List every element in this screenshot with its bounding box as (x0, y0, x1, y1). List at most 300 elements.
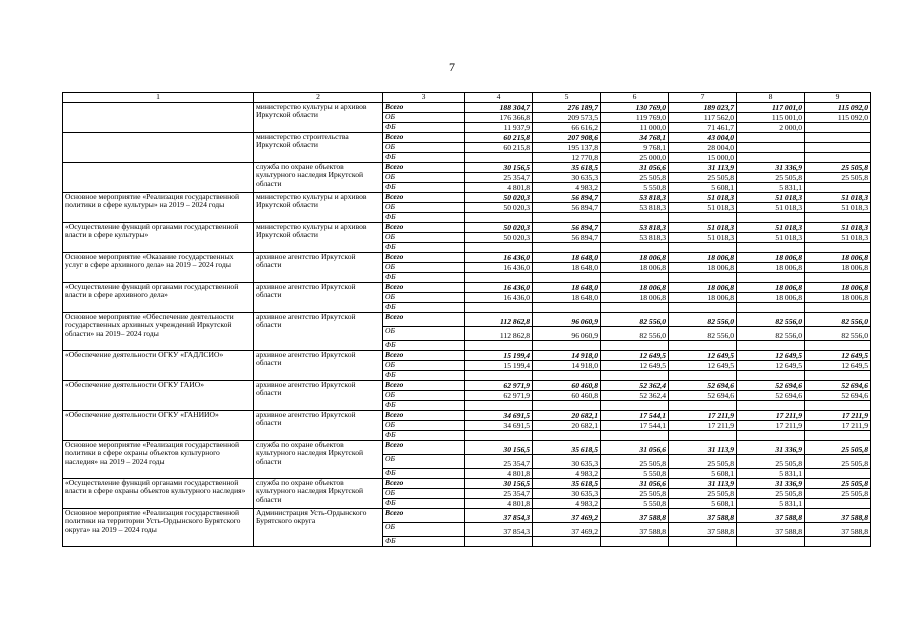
amount-cell: 18 006,8 (669, 253, 737, 263)
amount-cell (805, 371, 871, 381)
table-row (63, 133, 871, 143)
amount-cell: 25 505,8 (805, 163, 871, 173)
funding-source: ФБ (383, 243, 465, 253)
amount-cell: 5 831,1 (737, 183, 805, 193)
amount-cell (533, 273, 601, 283)
amount-cell: 25 354,7 (465, 455, 533, 469)
column-number: 1 (63, 93, 254, 103)
activity-name: «Осуществление функций органами государственной власти в сфере культуры» (63, 223, 254, 253)
funding-source: ОБ (383, 143, 465, 153)
funding-source: ОБ (383, 455, 465, 469)
amount-cell: 18 006,8 (601, 293, 669, 303)
amount-cell: 82 556,0 (669, 313, 737, 327)
executor-name: министерство культуры и архивов Иркутской области (254, 103, 383, 133)
activity-name: «Осуществление функций органами государственной власти в сфере архивного дела» (63, 283, 254, 313)
amount-cell (533, 537, 601, 547)
amount-cell: 51 018,3 (737, 223, 805, 233)
funding-source: ФБ (383, 431, 465, 441)
funding-source: ОБ (383, 113, 465, 123)
amount-cell (737, 243, 805, 253)
funding-source: ФБ (383, 401, 465, 411)
funding-source: ФБ (383, 183, 465, 193)
amount-cell: 2 000,0 (737, 123, 805, 133)
amount-cell (805, 153, 871, 163)
table-row (63, 193, 871, 203)
amount-cell: 16 436,0 (465, 293, 533, 303)
amount-cell: 51 018,3 (737, 233, 805, 243)
amount-cell: 12 649,5 (805, 351, 871, 361)
funding-source: ОБ (383, 391, 465, 401)
amount-cell: 37 588,8 (737, 523, 805, 537)
funding-source: ОБ (383, 173, 465, 183)
amount-cell: 12 649,5 (601, 351, 669, 361)
amount-cell: 117 562,0 (669, 113, 737, 123)
amount-cell: 56 894,7 (533, 223, 601, 233)
amount-cell: 115 092,0 (805, 113, 871, 123)
table-row (63, 509, 871, 523)
amount-cell (669, 401, 737, 411)
amount-cell: 53 818,3 (601, 233, 669, 243)
amount-cell: 25 505,8 (805, 455, 871, 469)
amount-cell: 82 556,0 (737, 313, 805, 327)
funding-source: Всего (383, 479, 465, 489)
amount-cell: 17 211,9 (737, 421, 805, 431)
funding-source: ОБ (383, 263, 465, 273)
amount-cell: 18 006,8 (669, 263, 737, 273)
amount-cell: 60 460,8 (533, 381, 601, 391)
executor-name: архивное агентство Иркутской области (254, 351, 383, 381)
amount-cell: 25 505,8 (669, 489, 737, 499)
amount-cell: 25 505,8 (805, 441, 871, 455)
amount-cell (805, 303, 871, 313)
amount-cell: 37 588,8 (669, 523, 737, 537)
table-row (63, 163, 871, 173)
amount-cell: 5 550,8 (601, 469, 669, 479)
amount-cell: 18 006,8 (737, 253, 805, 263)
funding-source: ФБ (383, 371, 465, 381)
amount-cell: 18 648,0 (533, 263, 601, 273)
amount-cell: 96 060,9 (533, 313, 601, 327)
amount-cell: 20 682,1 (533, 411, 601, 421)
funding-source: ОБ (383, 233, 465, 243)
column-number: 8 (737, 93, 805, 103)
funding-source: ОБ (383, 203, 465, 213)
amount-cell: 276 189,7 (533, 103, 601, 113)
amount-cell: 51 018,3 (669, 203, 737, 213)
amount-cell: 20 682,1 (533, 421, 601, 431)
amount-cell: 31 113,9 (669, 163, 737, 173)
amount-cell (669, 537, 737, 547)
amount-cell: 4 983,2 (533, 499, 601, 509)
amount-cell: 51 018,3 (805, 193, 871, 203)
column-number: 2 (254, 93, 383, 103)
amount-cell: 37 588,8 (805, 509, 871, 523)
funding-source: ФБ (383, 499, 465, 509)
amount-cell: 60 215,8 (465, 133, 533, 143)
amount-cell: 18 006,8 (805, 293, 871, 303)
amount-cell: 82 556,0 (737, 327, 805, 341)
activity-name: «Обеспечение деятельности ОГКУ «ГАДЛСИО» (63, 351, 254, 381)
amount-cell: 17 544,1 (601, 411, 669, 421)
amount-cell: 43 004,0 (669, 133, 737, 143)
amount-cell (465, 537, 533, 547)
amount-cell: 30 156,5 (465, 163, 533, 173)
activity-name (63, 103, 254, 133)
amount-cell (737, 401, 805, 411)
amount-cell: 18 006,8 (805, 283, 871, 293)
amount-cell: 17 211,9 (805, 421, 871, 431)
funding-source: Всего (383, 103, 465, 113)
amount-cell: 30 635,3 (533, 455, 601, 469)
table-row (63, 283, 871, 293)
funding-source: ОБ (383, 523, 465, 537)
amount-cell: 15 199,4 (465, 351, 533, 361)
amount-cell: 207 908,6 (533, 133, 601, 143)
funding-source: Всего (383, 133, 465, 143)
funding-source: ФБ (383, 469, 465, 479)
table-row (63, 253, 871, 263)
amount-cell: 53 818,3 (601, 223, 669, 233)
amount-cell: 12 770,8 (533, 153, 601, 163)
amount-cell: 17 211,9 (805, 411, 871, 421)
amount-cell: 60 460,8 (533, 391, 601, 401)
amount-cell: 52 694,6 (669, 381, 737, 391)
amount-cell: 37 588,8 (737, 509, 805, 523)
amount-cell: 5 608,1 (669, 469, 737, 479)
amount-cell (465, 153, 533, 163)
funding-source: ФБ (383, 341, 465, 351)
amount-cell: 18 006,8 (737, 263, 805, 273)
amount-cell: 18 006,8 (805, 253, 871, 263)
amount-cell: 50 020,3 (465, 203, 533, 213)
amount-cell: 35 618,5 (533, 479, 601, 489)
amount-cell (737, 303, 805, 313)
column-number: 9 (805, 93, 871, 103)
funding-source: Всего (383, 351, 465, 361)
amount-cell: 12 649,5 (805, 361, 871, 371)
amount-cell: 31 056,6 (601, 441, 669, 455)
amount-cell (805, 341, 871, 351)
amount-cell (805, 469, 871, 479)
amount-cell (465, 273, 533, 283)
amount-cell (737, 213, 805, 223)
amount-cell (533, 371, 601, 381)
amount-cell: 37 854,3 (465, 523, 533, 537)
funding-source: ОБ (383, 361, 465, 371)
amount-cell: 82 556,0 (669, 327, 737, 341)
amount-cell: 51 018,3 (669, 233, 737, 243)
amount-cell: 17 211,9 (669, 421, 737, 431)
activity-name (63, 133, 254, 163)
funding-source: Всего (383, 223, 465, 233)
amount-cell: 37 469,2 (533, 509, 601, 523)
executor-name: архивное агентство Иркутской области (254, 253, 383, 283)
column-number-row (63, 93, 871, 103)
amount-cell: 15 000,0 (669, 153, 737, 163)
activity-name: Основное мероприятие «Реализация государственной политики в сфере культуры» на 2019 – 2024 годы (63, 193, 254, 223)
amount-cell: 37 854,3 (465, 509, 533, 523)
amount-cell: 96 060,9 (533, 327, 601, 341)
amount-cell: 18 006,8 (601, 283, 669, 293)
amount-cell: 12 649,5 (669, 361, 737, 371)
amount-cell: 30 156,5 (465, 441, 533, 455)
table-row (63, 223, 871, 233)
amount-cell: 50 020,3 (465, 193, 533, 203)
amount-cell: 52 362,4 (601, 381, 669, 391)
amount-cell: 82 556,0 (805, 313, 871, 327)
amount-cell: 25 505,8 (737, 455, 805, 469)
amount-cell: 25 505,8 (737, 489, 805, 499)
funding-source: Всего (383, 411, 465, 421)
amount-cell: 4 801,8 (465, 183, 533, 193)
amount-cell (805, 431, 871, 441)
activity-name: «Осуществление функций органами государственной власти в сфере охраны объектов культурного наследия» (63, 479, 254, 509)
amount-cell (737, 341, 805, 351)
amount-cell: 51 018,3 (805, 223, 871, 233)
table-row (63, 441, 871, 455)
executor-name: министерство строительства Иркутской области (254, 133, 383, 163)
amount-cell: 5 608,1 (669, 183, 737, 193)
funding-source: Всего (383, 313, 465, 327)
column-number: 6 (601, 93, 669, 103)
amount-cell: 82 556,0 (601, 313, 669, 327)
amount-cell: 25 505,8 (805, 479, 871, 489)
executor-name: служба по охране объектов культурного наследия Иркутской области (254, 163, 383, 193)
amount-cell (737, 371, 805, 381)
amount-cell: 5 550,8 (601, 499, 669, 509)
amount-cell: 34 768,1 (601, 133, 669, 143)
funding-source: ФБ (383, 303, 465, 313)
amount-cell: 25 505,8 (601, 455, 669, 469)
amount-cell: 5 831,1 (737, 469, 805, 479)
amount-cell: 18 648,0 (533, 253, 601, 263)
amount-cell: 25 000,0 (601, 153, 669, 163)
amount-cell (533, 213, 601, 223)
amount-cell: 51 018,3 (805, 203, 871, 213)
executor-name: служба по охране объектов культурного наследия Иркутской области (254, 441, 383, 479)
table-row (63, 313, 871, 327)
activity-name: «Обеспечение деятельности ОГКУ ГАИО» (63, 381, 254, 411)
amount-cell (465, 243, 533, 253)
amount-cell: 31 336,9 (737, 163, 805, 173)
amount-cell (805, 243, 871, 253)
amount-cell (465, 341, 533, 351)
funding-source: ФБ (383, 213, 465, 223)
amount-cell (669, 273, 737, 283)
amount-cell: 35 618,5 (533, 441, 601, 455)
amount-cell: 31 056,6 (601, 479, 669, 489)
amount-cell: 31 113,9 (669, 441, 737, 455)
amount-cell: 35 618,5 (533, 163, 601, 173)
amount-cell (601, 401, 669, 411)
amount-cell (601, 213, 669, 223)
amount-cell: 25 505,8 (805, 489, 871, 499)
amount-cell: 112 862,8 (465, 313, 533, 327)
amount-cell (533, 431, 601, 441)
funding-source: ФБ (383, 123, 465, 133)
amount-cell: 52 694,6 (737, 391, 805, 401)
amount-cell (737, 273, 805, 283)
amount-cell (805, 143, 871, 153)
amount-cell: 5 608,1 (669, 499, 737, 509)
amount-cell: 30 156,5 (465, 479, 533, 489)
executor-name: министерство культуры и архивов Иркутской области (254, 223, 383, 253)
funding-source: Всего (383, 509, 465, 523)
funding-source: ОБ (383, 489, 465, 499)
amount-cell: 16 436,0 (465, 263, 533, 273)
amount-cell (805, 273, 871, 283)
amount-cell: 82 556,0 (805, 327, 871, 341)
amount-cell: 18 648,0 (533, 283, 601, 293)
amount-cell: 25 505,8 (737, 173, 805, 183)
amount-cell: 12 649,5 (601, 361, 669, 371)
amount-cell: 17 211,9 (669, 411, 737, 421)
funding-source: Всего (383, 283, 465, 293)
amount-cell: 9 768,1 (601, 143, 669, 153)
amount-cell (805, 537, 871, 547)
executor-name: архивное агентство Иркутской области (254, 411, 383, 441)
amount-cell: 4 801,8 (465, 469, 533, 479)
amount-cell (805, 183, 871, 193)
funding-source: ОБ (383, 293, 465, 303)
amount-cell: 51 018,3 (669, 193, 737, 203)
amount-cell (737, 133, 805, 143)
amount-cell: 50 020,3 (465, 233, 533, 243)
amount-cell (669, 213, 737, 223)
amount-cell: 31 336,9 (737, 479, 805, 489)
amount-cell: 25 505,8 (601, 173, 669, 183)
funding-source: ФБ (383, 273, 465, 283)
amount-cell: 51 018,3 (805, 233, 871, 243)
amount-cell: 176 366,8 (465, 113, 533, 123)
executor-name: архивное агентство Иркутской области (254, 381, 383, 411)
amount-cell (465, 431, 533, 441)
amount-cell (805, 133, 871, 143)
executor-name: архивное агентство Иркутской области (254, 313, 383, 351)
amount-cell: 31 056,6 (601, 163, 669, 173)
amount-cell: 62 971,9 (465, 381, 533, 391)
amount-cell (465, 303, 533, 313)
funding-source: ФБ (383, 153, 465, 163)
amount-cell: 71 461,7 (669, 123, 737, 133)
amount-cell (805, 499, 871, 509)
amount-cell (533, 341, 601, 351)
amount-cell: 112 862,8 (465, 327, 533, 341)
funding-source: Всего (383, 163, 465, 173)
amount-cell (805, 213, 871, 223)
amount-cell: 37 588,8 (601, 523, 669, 537)
amount-cell (601, 273, 669, 283)
activity-name: Основное мероприятие «Реализация государственной политики на территории Усть-Ордынского Бурятского округа» на 2019 – 2024 годы (63, 509, 254, 547)
amount-cell (805, 401, 871, 411)
amount-cell: 119 769,0 (601, 113, 669, 123)
amount-cell: 25 505,8 (601, 489, 669, 499)
funding-source: ОБ (383, 327, 465, 341)
amount-cell: 4 983,2 (533, 469, 601, 479)
amount-cell: 82 556,0 (601, 327, 669, 341)
amount-cell (465, 371, 533, 381)
amount-cell: 5 550,8 (601, 183, 669, 193)
amount-cell (601, 341, 669, 351)
amount-cell (601, 371, 669, 381)
amount-cell: 37 588,8 (669, 509, 737, 523)
executor-name: Администрация Усть-Ордынского Бурятского округа (254, 509, 383, 547)
amount-cell: 28 004,0 (669, 143, 737, 153)
amount-cell (669, 303, 737, 313)
amount-cell: 15 199,4 (465, 361, 533, 371)
amount-cell: 5 831,1 (737, 499, 805, 509)
activity-name (63, 163, 254, 193)
amount-cell: 53 818,3 (601, 193, 669, 203)
amount-cell: 31 336,9 (737, 441, 805, 455)
amount-cell: 18 006,8 (669, 283, 737, 293)
budget-table-body (63, 93, 871, 547)
funding-source: Всего (383, 441, 465, 455)
amount-cell: 14 918,0 (533, 351, 601, 361)
amount-cell: 18 006,8 (805, 263, 871, 273)
amount-cell: 18 006,8 (737, 293, 805, 303)
amount-cell: 11 000,0 (601, 123, 669, 133)
amount-cell: 30 635,3 (533, 173, 601, 183)
amount-cell: 52 694,6 (805, 381, 871, 391)
funding-source: Всего (383, 193, 465, 203)
amount-cell: 56 894,7 (533, 193, 601, 203)
amount-cell: 4 801,8 (465, 499, 533, 509)
amount-cell: 195 137,8 (533, 143, 601, 153)
amount-cell: 17 211,9 (737, 411, 805, 421)
amount-cell: 25 505,8 (805, 173, 871, 183)
page-number: 7 (449, 60, 455, 74)
amount-cell: 31 113,9 (669, 479, 737, 489)
amount-cell: 51 018,3 (669, 223, 737, 233)
table-row (63, 351, 871, 361)
table-row (63, 103, 871, 113)
amount-cell: 209 573,5 (533, 113, 601, 123)
amount-cell: 18 006,8 (601, 263, 669, 273)
amount-cell: 66 616,2 (533, 123, 601, 133)
amount-cell: 60 215,8 (465, 143, 533, 153)
amount-cell: 188 304,7 (465, 103, 533, 113)
amount-cell: 18 006,8 (737, 283, 805, 293)
activity-name: «Обеспечение деятельности ОГКУ «ГАНИИО» (63, 411, 254, 441)
column-number: 5 (533, 93, 601, 103)
column-number: 4 (465, 93, 533, 103)
amount-cell: 130 769,0 (601, 103, 669, 113)
amount-cell: 51 018,3 (737, 193, 805, 203)
amount-cell: 17 544,1 (601, 421, 669, 431)
amount-cell: 37 588,8 (601, 509, 669, 523)
amount-cell: 34 691,5 (465, 421, 533, 431)
amount-cell: 115 001,0 (737, 113, 805, 123)
amount-cell: 12 649,5 (669, 351, 737, 361)
amount-cell: 62 971,9 (465, 391, 533, 401)
amount-cell: 11 937,9 (465, 123, 533, 133)
amount-cell (465, 401, 533, 411)
amount-cell (669, 431, 737, 441)
amount-cell: 115 092,0 (805, 103, 871, 113)
amount-cell (465, 213, 533, 223)
amount-cell (737, 143, 805, 153)
amount-cell: 12 649,5 (737, 361, 805, 371)
amount-cell: 12 649,5 (737, 351, 805, 361)
table-row (63, 479, 871, 489)
table-row (63, 411, 871, 421)
activity-name: Основное мероприятие «Обеспечение деятельности государственных архивных учреждений Иркутской области» на 2019– 2024 годы (63, 313, 254, 351)
amount-cell: 53 818,3 (601, 203, 669, 213)
amount-cell: 52 362,4 (601, 391, 669, 401)
amount-cell (533, 303, 601, 313)
amount-cell: 52 694,6 (805, 391, 871, 401)
